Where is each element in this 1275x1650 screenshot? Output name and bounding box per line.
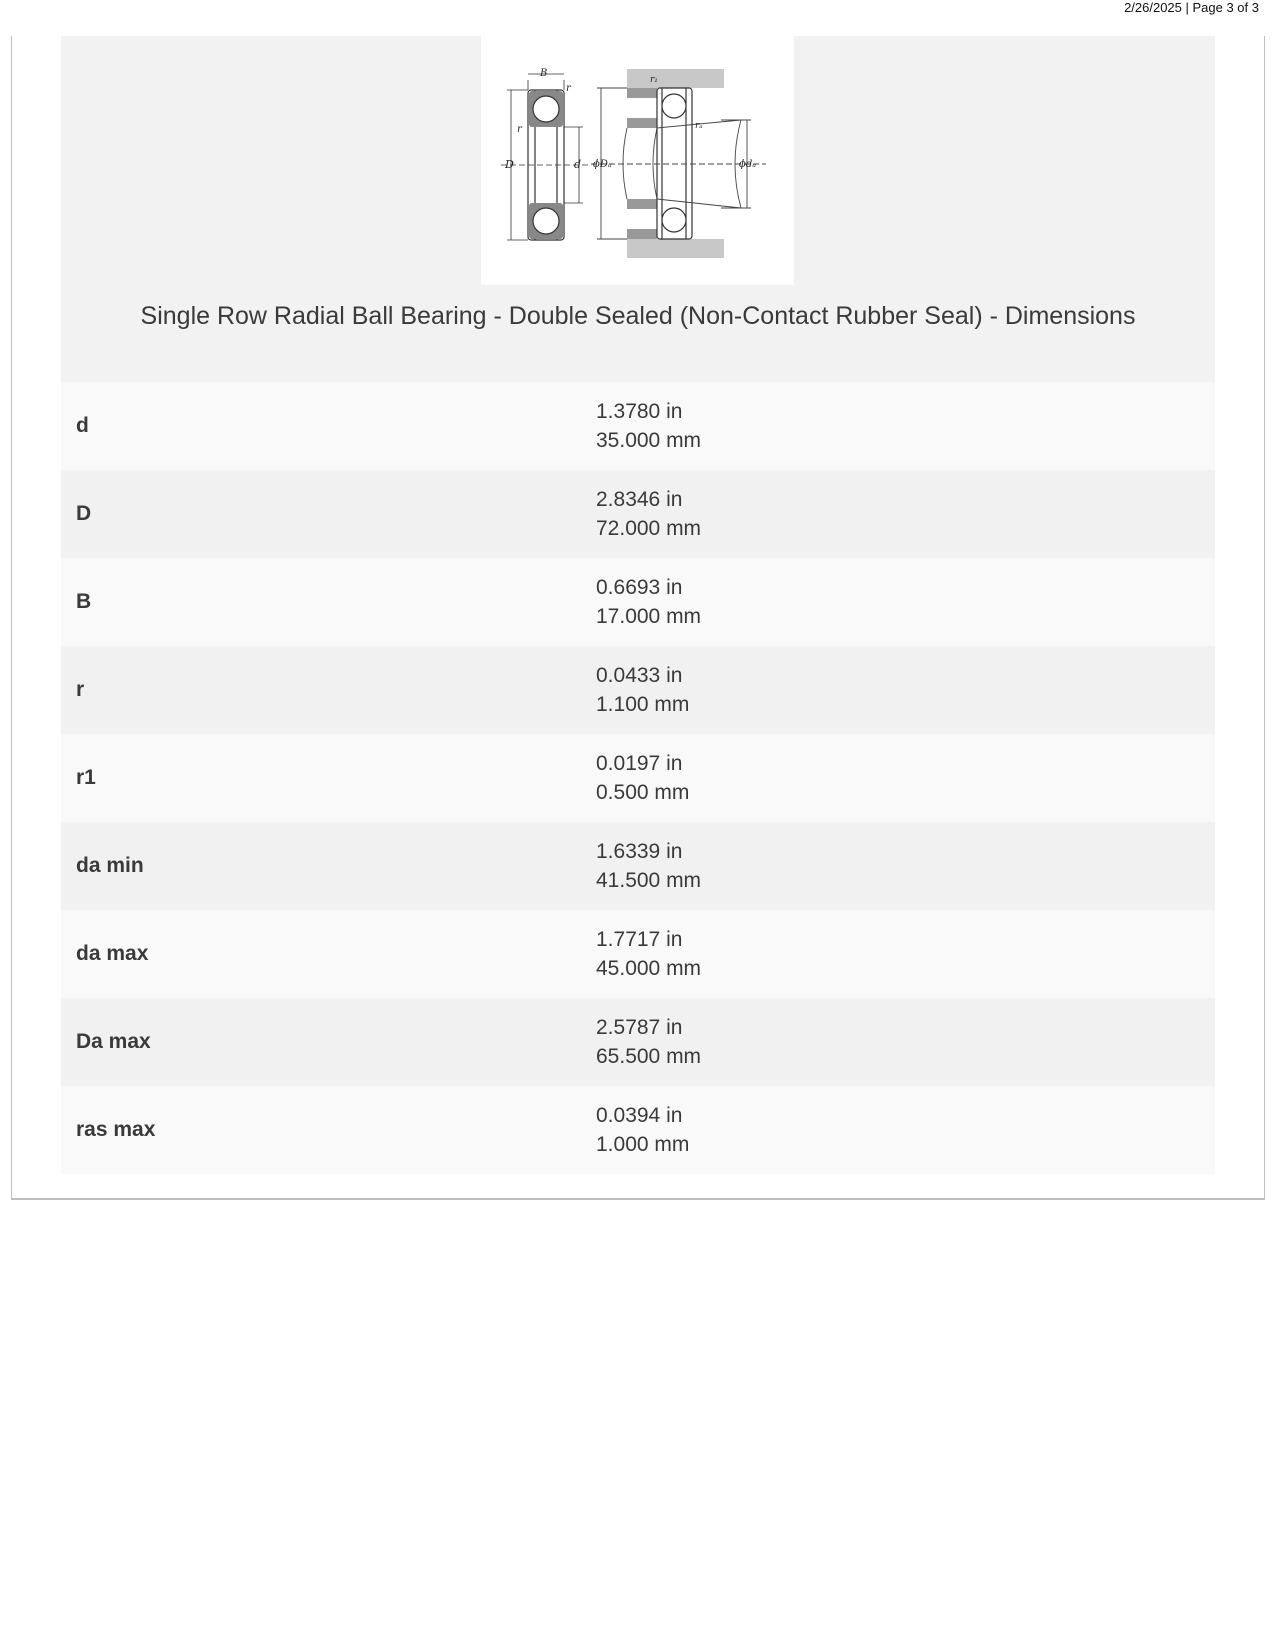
row-values: [596, 1101, 689, 1159]
row-values: [596, 397, 701, 455]
dimensions-panel: [61, 36, 1215, 1174]
row-label: da max: [76, 942, 149, 965]
value-in: 1.7717 in: [596, 928, 683, 951]
row-label: r1: [76, 766, 96, 789]
row-values: [596, 573, 701, 631]
value-mm: 65.500 mm: [596, 1045, 702, 1068]
table-row: [61, 910, 1215, 998]
label-r1: r₁: [650, 75, 658, 85]
value-mm: 17.000 mm: [596, 605, 702, 628]
value-in: 2.5787 in: [596, 1016, 683, 1039]
row-label: B: [76, 590, 92, 613]
table-row: [61, 998, 1215, 1086]
value-mm: 72.000 mm: [596, 517, 702, 540]
value-in: 1.3780 in: [596, 400, 683, 423]
table-row: [61, 822, 1215, 910]
figure-area: [61, 36, 1215, 382]
diagram-caption: Single Row Radial Ball Bearing - Double Sealed (Non-Contact Rubber Seal) - Dimensions: [140, 302, 1136, 330]
label-B: B: [540, 68, 548, 79]
value-mm: 41.500 mm: [596, 869, 702, 892]
row-label: d: [76, 414, 89, 437]
table-row: [61, 734, 1215, 822]
value-in: 2.8346 in: [596, 488, 683, 511]
row-values: [596, 837, 701, 895]
row-label: da min: [76, 854, 144, 877]
table-row: [61, 558, 1215, 646]
value-in: 1.6339 in: [596, 840, 683, 863]
row-label: ras max: [76, 1118, 156, 1141]
value-mm: 45.000 mm: [596, 957, 702, 980]
row-label: r: [76, 678, 85, 701]
value-mm: 1.000 mm: [596, 1133, 690, 1156]
value-mm: 0.500 mm: [596, 781, 690, 804]
dimensions-table: [61, 382, 1215, 1174]
table-row: [61, 382, 1215, 470]
value-mm: 1.100 mm: [596, 693, 690, 716]
table-row: [61, 646, 1215, 734]
table-row: [61, 1086, 1215, 1174]
value-in: 0.6693 in: [596, 576, 683, 599]
bearing-dimension-diagram: [481, 36, 794, 285]
page-header: 2/26/2025 | Page 3 of 3: [1124, 0, 1259, 15]
label-D: D: [505, 158, 514, 171]
row-values: [596, 925, 701, 983]
label-da: ϕdₐ: [739, 159, 756, 170]
value-mm: 35.000 mm: [596, 429, 702, 452]
label-ra: rₐ: [695, 121, 703, 131]
label-r-side: r: [517, 124, 522, 135]
row-values: [596, 661, 689, 719]
label-d: d: [574, 158, 582, 171]
table-row: [61, 470, 1215, 558]
row-values: [596, 1013, 701, 1071]
row-label: D: [76, 502, 92, 525]
bearing-drawing: [481, 36, 794, 285]
row-label: Da max: [76, 1030, 151, 1053]
label-Da: ϕDₐ: [593, 159, 612, 170]
value-in: 0.0394 in: [596, 1104, 683, 1127]
label-r-top: r: [566, 83, 571, 94]
value-in: 0.0197 in: [596, 752, 683, 775]
row-values: [596, 485, 701, 543]
row-values: [596, 749, 689, 807]
value-in: 0.0433 in: [596, 664, 683, 687]
